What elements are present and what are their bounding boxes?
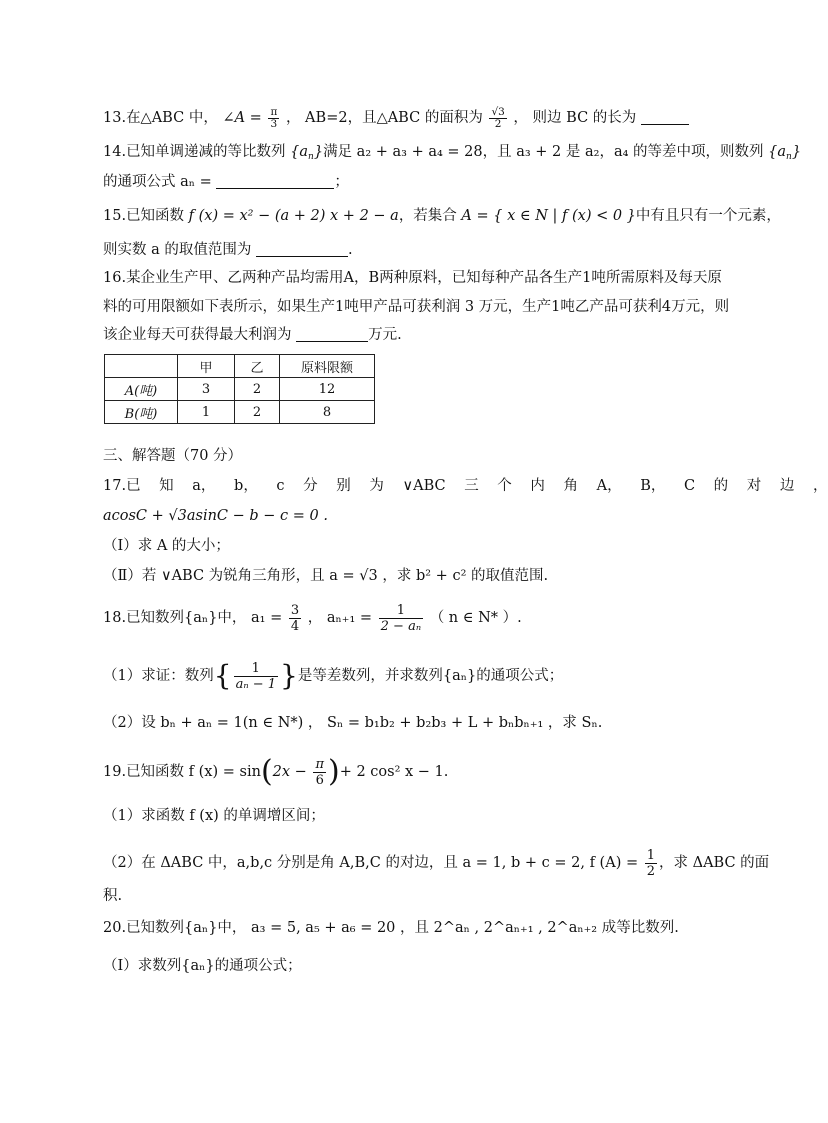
table-row	[105, 378, 375, 401]
table-header-cell: 乙	[235, 355, 280, 378]
question-16-line3: 该企业每天可获得最大利润为 万元.	[103, 327, 402, 343]
table-cell: 8	[280, 401, 375, 424]
question-20-part1: （Ⅰ）求数列{aₙ}的通项公式；	[103, 958, 302, 974]
question-20: 20.已知数列{aₙ}中， a₃ = 5, a₅ + a₆ = 20 ，且 2^aₙ , 2^aₙ₊₁ , 2^aₙ₊₂ 成等比数列.	[103, 920, 679, 936]
pi-over-3-fraction: $\frac{\pi}{3}$	[270, 105, 278, 130]
table-cell: 12	[280, 378, 375, 401]
table-cell: 1	[178, 401, 235, 424]
question-13: 13.在△ABC 中， ∠A = $\frac{\pi}{3}$ ， AB=2，且△ABC 的面积为 $\frac{√3}{2}$ ， 则边 BC 的长为	[103, 100, 698, 136]
sequence-an: $\{a_n\}$	[290, 144, 324, 162]
sqrt3-over-2-fraction: $\frac{√3}{2}$	[491, 105, 505, 130]
table-header-cell	[105, 355, 178, 378]
question-15: 15.已知函数 f (x) = x² − (a + 2) x + 2 − a，若集合 A = { x ∈ N | f (x) < 0 }中有且只有一个元素，	[103, 208, 781, 224]
table-header-row	[105, 355, 375, 378]
table-cell: 2	[235, 401, 280, 424]
question-18: 18.已知数列{aₙ}中， a₁ = $\frac{3}{4}$ ， aₙ₊₁ = $\frac{1}{\text{2 − aₙ}}$ （ n ∈ N* ）.	[103, 602, 522, 634]
table-cell: A(吨)	[105, 378, 178, 401]
question-19-part2: （2）在 ΔABC 中，a,b,c 分别是角 A,B,C 的对边，且 a = 1, b + c = 2, f (A) = $\frac{1}{2}$ ，求 ΔABC 的面	[103, 847, 770, 879]
table-header-cell: 原料限额	[280, 355, 375, 378]
table-cell: 2	[235, 378, 280, 401]
question-18-part1: （1）求证：数列{ $\frac{1}{\text{aₙ − 1}}$ }是等差数列，并求数列{aₙ}的通项公式；	[103, 659, 564, 692]
question-15-line2: 则实数 a 的取值范围为 .	[103, 242, 353, 258]
material-table	[104, 354, 375, 424]
fraction-1-2: $\frac{1}{2}$	[646, 847, 655, 879]
question-17-part2: （Ⅱ）若 ∨ABC 为锐角三角形，且 a = √3 ，求 b² + c² 的取值范围.	[103, 568, 549, 584]
answer-blank-15[interactable]	[256, 241, 348, 257]
question-17-condition: acosC + √3asinC − b − c = 0 .	[103, 508, 328, 524]
answer-blank-13[interactable]	[641, 109, 689, 125]
section-heading: 三、解答题（70 分）	[103, 448, 243, 464]
question-18-part2: （2）设 bₙ + aₙ = 1(n ∈ N*) ， Sₙ = b₁b₂ + b₂b₃ + L + bₙbₙ₊₁ ，求 Sₙ.	[103, 715, 603, 731]
question-14-line2: 的通项公式 aₙ = ；	[103, 174, 349, 190]
question-17-part1: （Ⅰ）求 A 的大小；	[103, 538, 230, 554]
answer-blank-16[interactable]	[296, 326, 368, 342]
pi-over-6-fraction: $\frac{\pi}{6}$	[315, 756, 324, 788]
question-16-line2: 料的可用限额如下表所示，如果生产1吨甲产品可获利润 3 万元，生产1吨乙产品可获利4万元，则	[103, 299, 730, 315]
question-14: 14.已知单调递减的等比数列 $\{a_n\}$满足 a₂ + a₃ + a₄ = 28，且 a₃ + 2 是 a₂，a₄ 的等差中项，则数列 $\{a_n\}$	[103, 144, 802, 162]
table-cell: B(吨)	[105, 401, 178, 424]
fraction-3-4: $\frac{3}{4}$	[290, 602, 300, 634]
answer-blank-14[interactable]	[216, 173, 334, 189]
question-19: 19.已知函数 f (x) = sin(2x − $\frac{\pi}{6}$ )+ 2 cos² x − 1.	[103, 754, 449, 789]
table-cell: 3	[178, 378, 235, 401]
fraction-recursion: $\frac{1}{\text{2 − aₙ}}$	[380, 602, 422, 634]
question-19-part1: （1）求函数 f (x) 的单调增区间；	[103, 808, 325, 824]
fraction-1-over-an-minus-1: $\frac{1}{\text{aₙ − 1}}$	[235, 660, 277, 692]
question-19-part2-line2: 积.	[103, 888, 123, 904]
question-17: 17.已 知 a， b， c 分 别 为 ∨ABC 三 个 内 角 A， B， C 的 对 边 ，	[103, 478, 828, 494]
question-16: 16.某企业生产甲、乙两种产品均需用A，B两种原料，已知每种产品各生产1吨所需原料及每天原	[103, 270, 722, 286]
table-row	[105, 401, 375, 424]
table-header-cell: 甲	[178, 355, 235, 378]
